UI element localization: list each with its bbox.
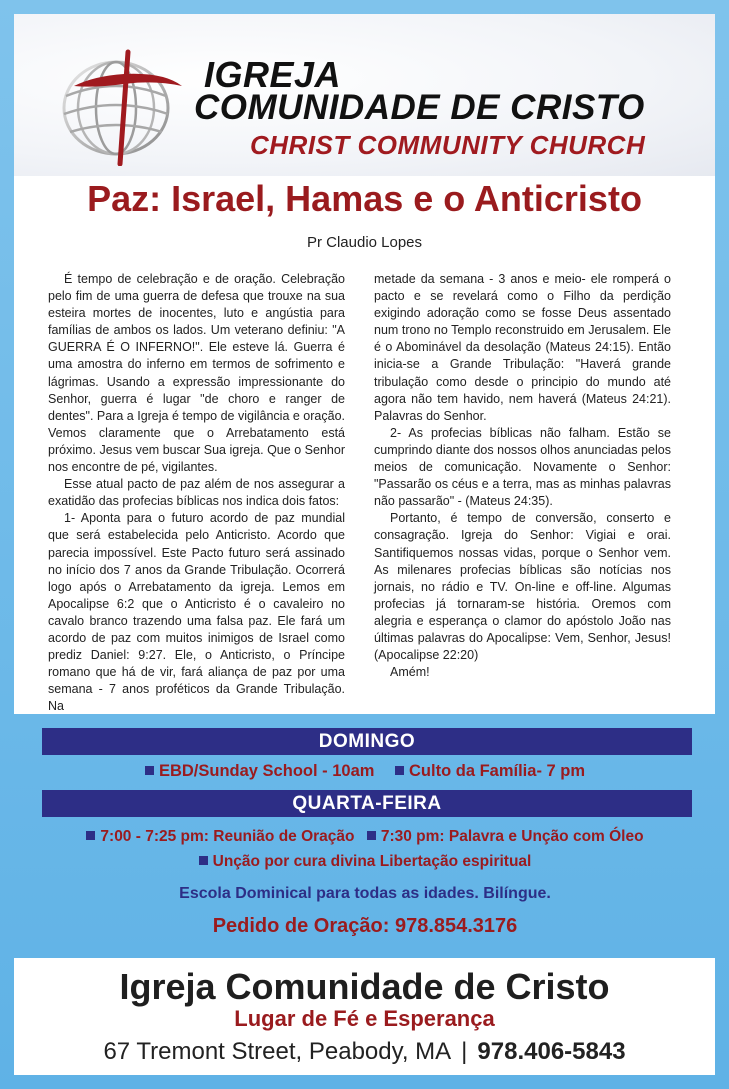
paragraph: Portanto, é tempo de conversão, conserto e consagração. Igreja do Senhor: Vigiai e orai. Santifiquemos nossas vidas, porque o Senhor vem. As milenares profecias bíblicas são notícias nos jornais, no rádio e TV. On-line e off-line. Algumas profecias já tornaram-se história. Oremos com alegria e esperança o clamor do apóstolo João nas últimas palavras do Apocalipse: Vem, Senhor, Jesus! (Apocalipse 22:20) <box>374 511 671 663</box>
footer <box>14 958 715 1075</box>
schedule-item <box>86 828 354 846</box>
schedule-item-text: Unção por cura divina Libertação espiritual <box>212 853 532 870</box>
paragraph: Amém! <box>390 665 430 680</box>
paragraph: 1- Aponta para o futuro acordo de paz mundial que será estabelecida pelo Anticristo. Acordo que parecia impossível. Este Pacto futuro será assinado no início dos 7 anos da Grande Tribulação. Ocorrerá logo após o Arrebatamento da igreja. Lemos em Apocalipse 6:2 que o Anticristo é o cavaleiro no cavalo branco trazendo uma falsa paz. Ele fará um acordo de paz com muitos inimigos de Israel como prediz Daniel: 9:27. Ele, o Anticristo, o Príncipe romano que há de vir, fará aliança de paz por uma semana - 7 anos proféticos da Grande Tribulação. Na <box>48 511 345 714</box>
schedule-section <box>28 716 702 956</box>
schedule-item-text: EBD/Sunday School - 10am <box>158 762 375 780</box>
header-title-line1: IGREJA <box>204 54 342 95</box>
paragraph: metade da semana - 3 anos e meio- ele romperá o pacto e se revelará como o Filho da perdição exigindo adoração como se fosse Deus assentado num trono no Templo reconstruido em Jerusalem. Ele é o Abominável da desolação (Mateus 24:15). Então inicia-se a Grande Tribulação: "Haverá grande tribulação como desde o principio do mundo até agora não tem havido, nem haverá (Mateus 24:21). Palavras do Senhor. <box>374 272 671 423</box>
article-column-left <box>48 271 345 715</box>
footer-tagline: Lugar de Fé e Esperança <box>234 1006 495 1031</box>
globe-cross-logo <box>54 46 194 166</box>
schedule-item-text: 7:00 - 7:25 pm: Reunião de Oração <box>100 828 355 845</box>
prayer-request-line: Pedido de Oração: 978.854.3176 <box>212 915 518 937</box>
footer-contact <box>14 1038 715 1066</box>
article-column-right <box>374 271 671 681</box>
schedule-item <box>145 762 374 781</box>
schedule-item <box>367 828 644 846</box>
quarta-band: QUARTA-FEIRA <box>42 790 692 817</box>
paragraph: 2- As profecias bíblicas não falham. Estão se cumprindo diante dos nossos olhos anunciadas pelos meios de comunicação. Novamente o Senhor: "Passarão os céus e a terra, mas as minhas palavras não passarão" - (Mateus 24:35). <box>374 425 671 509</box>
square-bullet-icon <box>199 856 208 865</box>
quarta-extra-row <box>28 853 702 871</box>
paragraph: Esse atual pacto de paz além de nos assegurar a exatidão das profecias bíblicas nos indica dois fatos: <box>48 477 345 509</box>
footer-phone: 978.406-5843 <box>477 1038 626 1065</box>
square-bullet-icon <box>145 766 154 775</box>
footer-address: 67 Tremont Street, Peabody, MA <box>103 1038 452 1065</box>
article-title: Paz: Israel, Hamas e o Anticristo <box>87 178 642 219</box>
article <box>14 176 715 714</box>
header-english-name: CHRIST COMMUNITY CHURCH <box>250 130 646 160</box>
schedule-item-text: 7:30 pm: Palavra e Unção com Óleo <box>380 828 644 845</box>
square-bullet-icon <box>367 831 376 840</box>
square-bullet-icon <box>86 831 95 840</box>
paragraph: É tempo de celebração e de oração. Celebração pelo fim de uma guerra de defesa que trouxe na sua esteira mortes de inocentes, luto e angústia para famílias de ambos os lados. Um veterano definiu: "A GUERRA É O INFERNO!". Ele esteve lá. Guerra é uma amostra do inferno em termos de sofrimento e lágrimas. Usando a expressão impressionante do Senhor, guerra é lugar "de choro e ranger de dentes". Para a Igreja é tempo de vigilância e oração. Vemos claramente que o Arrebatamento está próximo. Jesus vem buscar Sua igreja. Que o Senhor nos encontre de pé, vigilantes. <box>48 272 345 475</box>
escola-dominical-note: Escola Dominical para todas as idades. Bilíngue. <box>179 885 551 902</box>
quarta-row <box>28 828 702 846</box>
header-title-line2: COMUNIDADE DE CRISTO <box>194 88 645 127</box>
schedule-item <box>199 853 532 871</box>
church-header <box>14 14 715 176</box>
schedule-item <box>395 762 585 781</box>
domingo-row <box>28 762 702 781</box>
schedule-item-text: Culto da Família- 7 pm <box>409 762 586 780</box>
footer-church-name: Igreja Comunidade de Cristo <box>119 966 610 1007</box>
article-author: Pr Claudio Lopes <box>306 234 423 251</box>
domingo-band: DOMINGO <box>42 728 692 755</box>
footer-separator: | <box>461 1038 468 1065</box>
square-bullet-icon <box>395 766 404 775</box>
